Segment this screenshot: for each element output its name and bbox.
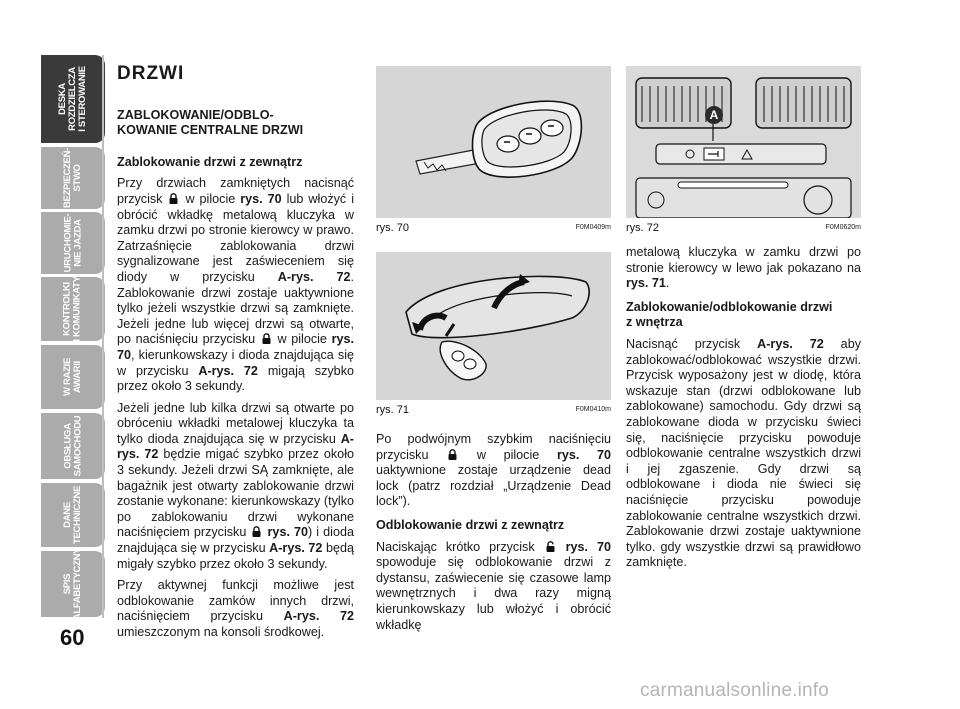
column-3 — [626, 245, 861, 577]
paragraph: Przy aktywnej funkcji możliwe jest odblokowanie zamków innych drzwi, naciśnięciem przycisku A-rys. 72 umieszczonym na konsoli środkowej. — [117, 578, 354, 639]
figure-rys-71 — [376, 252, 611, 416]
paragraph: Po podwójnym szybkim naciśnięciu przycisku w pilocie rys. 70 uaktywnione zostaje urządzenie dead lock (patrz rozdział „Urządzenie Dead lock”). — [376, 432, 612, 509]
paragraph: Naciskając krótko przycisk rys. 70 spowoduje się odblokowanie drzwi z dystansu, zaświecenie się czasowe lamp wewnętrznych i dwa razy migną kierunkowskazy lub włożyć i obrócić wkładkę — [376, 539, 611, 632]
tab-w-razie-awarii[interactable] — [41, 345, 105, 409]
tab-bezpieczenstwo[interactable] — [41, 147, 105, 209]
figure-caption — [376, 400, 611, 416]
figure-label: rys. 72 — [626, 222, 660, 234]
tab-label: DESKA ROZDZIELCZA I STEROWANIE — [57, 66, 89, 132]
paragraph: Nacisnąć przycisk A-rys. 72 aby zablokować/odblokować wszystkie drzwi. Przycisk wyposażony jest w diodę, która wskazuje stan (drzwi odblokowane lub zablokowane) samochodu. Gdy drzwi są zablokowane dioda w przycisku świeci się, naciśnięcie przycisku powoduje odblokowanie centralne wszystkich drzwi i jej zgaszenie. Gdy drzwi są odblokowane i dioda nie świeci się naciśnięcie przycisku powoduje zablokowanie centralne wszystkich drzwi. Zablokowanie drzwi zostaje uaktywnione tylko. gdy wszystkie drzwi są prawidłowo zamknięte. — [626, 336, 861, 570]
tab-label: W RAZIE AWARII — [61, 357, 83, 397]
figure-label: rys. 71 — [376, 404, 410, 416]
tab-label: URUCHOMIE- NIE JAZDA — [62, 213, 83, 273]
tab-label: DANE TECHNICZNE — [61, 485, 83, 545]
padlock-icon — [448, 449, 457, 460]
subsection-heading: Zablokowanie drzwi z zewnątrz — [117, 154, 303, 169]
column-1 — [117, 63, 355, 647]
section-title: ZABLOKOWANIE/ODBLO- KOWANIE CENTRALNE DRZWI — [117, 107, 304, 138]
figure-rys-72 — [626, 66, 861, 234]
figure-rys-70 — [376, 66, 611, 234]
tab-label: SPIS ALFABETYCZNY — [62, 547, 83, 621]
column-2 — [376, 432, 611, 639]
door-handle-illustration — [376, 252, 611, 400]
paragraph: metalową kluczyka w zamku drzwi po stronie kierowcy w lewo jak pokazano na rys. 71. — [626, 245, 861, 291]
padlock-icon — [262, 333, 271, 344]
tab-deska-rozdzielcza[interactable] — [41, 55, 105, 143]
figure-caption — [376, 218, 611, 234]
subsection-heading: Odblokowanie drzwi z zewnątrz — [376, 517, 565, 532]
paragraph: Przy drzwiach zamkniętych nacisnąć przycisk w pilocie rys. 70 lub włożyć i obrócić wkładkę metalową kluczyka w zamku drzwi po stronie kierowcy w prawo. Zatrzaśnięcie zablokowania drzwi sygnalizowane jest zaświeceniem się diody w przycisku A-rys. 72. Zablokowanie drzwi zostaje uaktywnione tylko jeżeli wszystkie drzwi są zamknięte. Jeżeli jedne lub więcej drzwi są otwarte, po naciśnięciu przycisku w pilocie rys. 70, kierunkowskazy i dioda znajdująca się w przycisku A-rys. 72 migają szybko przez około 3 sekundy. — [117, 176, 355, 394]
tab-label: OBSŁUGA SAMOCHODU — [61, 415, 83, 477]
open-padlock-icon — [546, 541, 555, 552]
marker-a — [705, 106, 723, 124]
figure-caption — [626, 218, 861, 234]
tab-kontrolki[interactable] — [41, 277, 105, 341]
tab-dane-techniczne[interactable] — [41, 483, 105, 547]
page-number: 60 — [60, 625, 85, 650]
subsection-heading: Zablokowanie/odblokowanie drzwi z wnętrza — [626, 299, 833, 330]
tab-label: KONTROLKI I KOMUNIKATY — [62, 276, 84, 342]
tab-uruchomienie-jazda[interactable] — [41, 212, 105, 274]
sidebar-divider — [102, 55, 104, 618]
paragraph: Jeżeli jedne lub kilka drzwi są otwarte po obróceniu wkładki metalowej kluczyka ta tylko dioda znajdująca się w przycisku A-rys. 72 będzie migać szybko przez około 3 sekundy. Jeżeli drzwi SĄ zamknięte, ale bagażnik jest otwarty zablokowanie drzwi zostanie wykonane: kierunkowskazy (tylko po zablokowaniu drzwi wykonane naciśnięciem przycisku rys. 70) i dioda znajdująca się w przycisku A-rys. 72 będą migały szybko przez około 3 sekundy. — [117, 400, 354, 571]
center-console-illustration — [626, 66, 861, 218]
tab-obsluga-samochodu[interactable] — [41, 413, 105, 479]
figure-label: rys. 70 — [376, 222, 410, 234]
tab-label: BEZPIECZEŃ- STWO — [61, 147, 83, 209]
figure-code: F0M0409m — [575, 224, 611, 231]
tab-spis-alfabetyczny[interactable] — [41, 547, 105, 621]
figure-code: F0M0410m — [575, 406, 611, 413]
marker-label: A — [709, 108, 719, 122]
figure-code: F0M0620m — [825, 224, 861, 231]
padlock-icon — [252, 526, 261, 537]
remote-key-illustration — [376, 66, 611, 218]
padlock-icon — [169, 193, 178, 204]
page-title: DRZWI — [117, 63, 185, 84]
watermark: carmanualsonline.info — [640, 680, 830, 701]
